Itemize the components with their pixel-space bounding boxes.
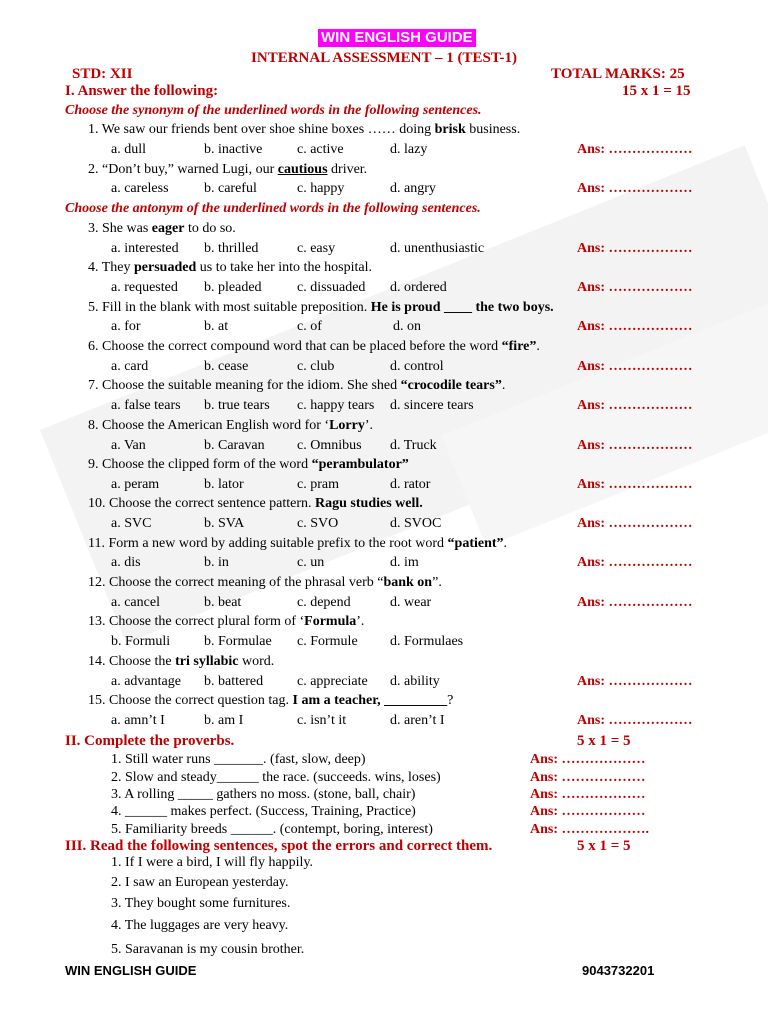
question-15: 15. Choose the correct question tag. I am a teacher, _________? (88, 693, 454, 708)
section-3-heading: III. Read the following sentences, spot the errors and correct them. (65, 838, 493, 854)
q1-option-a: a. dull (111, 142, 146, 157)
question-10: 10. Choose the correct sentence pattern. Ragu studies well. (88, 496, 423, 511)
error-sentence: 3. They bought some furnitures. (111, 896, 291, 911)
question-2: 2. “Don’t buy,” warned Lugi, our cautious driver. (88, 162, 368, 177)
question-14: 14. Choose the tri syllabic word. (88, 654, 275, 669)
question-7: 7. Choose the suitable meaning for the idiom. She shed “crocodile tears”. (88, 378, 506, 393)
q4-option-c: c. dissuaded (297, 280, 366, 295)
proverb-item: 3. A rolling _____ gathers no moss. (stone, ball, chair) (111, 787, 416, 802)
q5-option-d: d. on (393, 319, 421, 334)
standard-label: STD: XII (72, 66, 133, 82)
q1-option-b: b. inactive (204, 142, 263, 157)
answer-blank: Ans: ……………… (577, 241, 693, 256)
proverb-item: 5. Familiarity breeds ______. (contempt, boring, interest) (111, 822, 433, 837)
q12-option-a: a. cancel (111, 595, 160, 610)
answer-blank: Ans: ………………. (530, 822, 650, 837)
answer-blank: Ans: ……………… (577, 477, 693, 492)
antonym-instruction: Choose the antonym of the underlined words in the following sentences. (65, 201, 481, 216)
q14-option-a: a. advantage (111, 674, 181, 689)
q1-option-d: d. lazy (390, 142, 428, 157)
q3-option-d: d. unenthusiastic (390, 241, 485, 256)
answer-blank: Ans: ……………… (577, 438, 693, 453)
q10-option-b: b. SVA (204, 516, 245, 531)
answer-blank: Ans: ……………… (577, 181, 693, 196)
proverb-item: 1. Still water runs _______. (fast, slow, deep) (111, 752, 366, 767)
q8-option-b: b. Caravan (204, 438, 265, 453)
q5-option-a: a. for (111, 319, 141, 334)
q2-option-b: b. careful (204, 181, 257, 196)
total-marks: TOTAL MARKS: 25 (551, 66, 685, 82)
answer-blank: Ans: ……………… (577, 398, 693, 413)
q4-option-b: b. pleaded (204, 280, 262, 295)
section-2-marks: 5 x 1 = 5 (577, 733, 631, 749)
q14-option-c: c. appreciate (297, 674, 368, 689)
section-3-marks: 5 x 1 = 5 (577, 838, 631, 854)
q6-option-c: c. club (297, 359, 335, 374)
q7-option-a: a. false tears (111, 398, 181, 413)
q8-option-d: d. Truck (390, 438, 437, 453)
answer-blank: Ans: ……………… (530, 752, 646, 767)
q10-option-d: d. SVOC (390, 516, 442, 531)
answer-blank: Ans: ……………… (530, 770, 646, 785)
footer-brand: WIN ENGLISH GUIDE (65, 963, 197, 978)
question-5: 5. Fill in the blank with most suitable preposition. He is proud ____ the two boys. (88, 300, 554, 315)
question-1: 1. We saw our friends bent over shoe shine boxes …… doing brisk business. (88, 122, 521, 137)
q12-option-b: b. beat (204, 595, 242, 610)
question-11: 11. Form a new word by adding suitable prefix to the root word “patient”. (88, 536, 508, 551)
q9-option-b: b. lator (204, 477, 244, 492)
q9-option-d: d. rator (390, 477, 431, 492)
q11-option-a: a. dis (111, 555, 141, 570)
section-1-heading: I. Answer the following: (65, 83, 219, 99)
q12-option-d: d. wear (390, 595, 432, 610)
error-sentence: 5. Saravanan is my cousin brother. (111, 942, 305, 957)
q10-option-c: c. SVO (297, 516, 339, 531)
q3-option-b: b. thrilled (204, 241, 259, 256)
synonym-instruction: Choose the synonym of the underlined words in the following sentences. (65, 103, 482, 118)
question-4: 4. They persuaded us to take her into the hospital. (88, 260, 372, 275)
section-1-marks: 15 x 1 = 15 (622, 83, 691, 99)
q13-option-b: b. Formulae (204, 634, 272, 649)
q3-option-a: a. interested (111, 241, 179, 256)
error-sentence: 2. I saw an European yesterday. (111, 875, 289, 890)
q2-option-d: d. angry (390, 181, 436, 196)
q11-option-c: c. un (297, 555, 325, 570)
answer-blank: Ans: ……………… (577, 516, 693, 531)
error-sentence: 1. If I were a bird, I will fly happily. (111, 855, 314, 870)
question-13: 13. Choose the correct plural form of ‘Formula’. (88, 614, 365, 629)
q8-option-a: a. Van (111, 438, 146, 453)
q9-option-c: c. pram (297, 477, 339, 492)
q11-option-d: d. im (390, 555, 419, 570)
answer-blank: Ans: ……………… (530, 787, 646, 802)
q9-option-a: a. peram (111, 477, 160, 492)
answer-blank: Ans: ……………… (530, 804, 646, 819)
answer-blank: Ans: ……………… (577, 595, 693, 610)
q14-option-d: d. ability (390, 674, 440, 689)
q4-option-d: d. ordered (390, 280, 447, 295)
proverb-item: 2. Slow and steady______ the race. (succeeds. wins, loses) (111, 770, 441, 785)
answer-blank: Ans: ……………… (577, 359, 693, 374)
answer-blank: Ans: ……………… (577, 142, 693, 157)
q12-option-c: c. depend (297, 595, 351, 610)
q15-option-b: b. am I (204, 713, 244, 728)
answer-blank: Ans: ……………… (577, 713, 693, 728)
q5-option-c: c. of (297, 319, 322, 334)
brand-banner: WIN ENGLISH GUIDE (318, 29, 476, 47)
section-2-heading: II. Complete the proverbs. (65, 733, 235, 749)
test-title: INTERNAL ASSESSMENT – 1 (TEST-1) (251, 50, 517, 66)
q1-option-c: c. active (297, 142, 344, 157)
question-3: 3. She was eager to do so. (88, 221, 236, 236)
q13-option-a: b. Formuli (111, 634, 171, 649)
q6-option-b: b. cease (204, 359, 249, 374)
q13-option-d: d. Formulaes (390, 634, 464, 649)
q6-option-d: d. control (390, 359, 444, 374)
q7-option-b: b. true tears (204, 398, 270, 413)
q6-option-a: a. card (111, 359, 149, 374)
q13-option-c: c. Formule (297, 634, 358, 649)
question-12: 12. Choose the correct meaning of the phrasal verb “bank on”. (88, 575, 442, 590)
q5-option-b: b. at (204, 319, 229, 334)
question-9: 9. Choose the clipped form of the word “perambulator” (88, 457, 409, 472)
question-6: 6. Choose the correct compound word that can be placed before the word “fire”. (88, 339, 540, 354)
q15-option-d: d. aren’t I (390, 713, 445, 728)
q3-option-c: c. easy (297, 241, 336, 256)
answer-blank: Ans: ……………… (577, 674, 693, 689)
error-sentence: 4. The luggages are very heavy. (111, 918, 289, 933)
answer-blank: Ans: ……………… (577, 319, 693, 334)
q10-option-a: a. SVC (111, 516, 152, 531)
q4-option-a: a. requested (111, 280, 178, 295)
q2-option-a: a. careless (111, 181, 169, 196)
q8-option-c: c. Omnibus (297, 438, 362, 453)
q7-option-d: d. sincere tears (390, 398, 474, 413)
q2-option-c: c. happy (297, 181, 345, 196)
q15-option-c: c. isn’t it (297, 713, 347, 728)
q15-option-a: a. amn’t I (111, 713, 165, 728)
q11-option-b: b. in (204, 555, 229, 570)
q7-option-c: c. happy tears (297, 398, 375, 413)
q14-option-b: b. battered (204, 674, 264, 689)
question-8: 8. Choose the American English word for ‘Lorry’. (88, 418, 373, 433)
answer-blank: Ans: ……………… (577, 280, 693, 295)
footer-phone: 9043732201 (582, 963, 655, 978)
answer-blank: Ans: ……………… (577, 555, 693, 570)
proverb-item: 4. ______ makes perfect. (Success, Training, Practice) (111, 804, 416, 819)
